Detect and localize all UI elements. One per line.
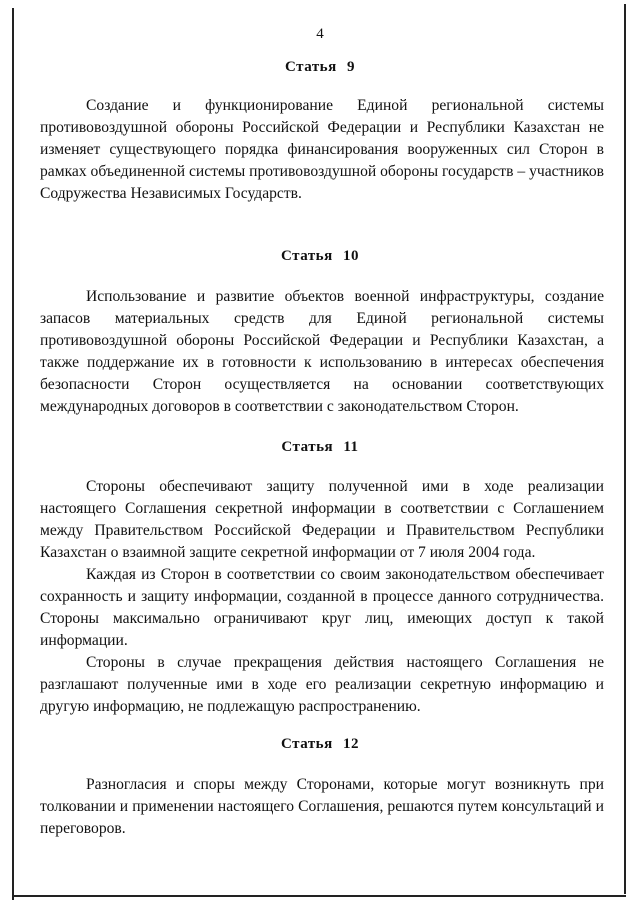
article-11-title: Статья 11 [281, 439, 359, 455]
article-12-paragraph-1: Разногласия и споры между Сторонами, которые могут возникнуть при толковании и применении настоящего Соглашения, решаются путем консультаций и переговоров. [40, 776, 604, 837]
article-10-paragraph-1: Использование и развитие объектов военной инфраструктуры, создание запасов материальных средств для Единой региональной системы противовоздушной обороны Российской Федерации и Республики Казахстан, а также поддержание их в готовности к использованию в интересах обеспечения безопасности Сторон осуществляется на основании соответствующих международных договоров в соответствии с законодательством Сторон. [40, 288, 604, 415]
article-11-paragraph-2: Каждая из Сторон в соответствии со своим законодательством обеспечивает сохранность и защиту информации, созданной в процессе данного сотрудничества. Стороны максимально ограничивают круг лиц, имеющих доступ к такой информации. [40, 566, 604, 649]
article-10-title: Статья 10 [281, 248, 359, 264]
article-9-paragraph-1: Создание и функционирование Единой региональной системы противовоздушной обороны Российской Федерации и Республики Казахстан не изменяет существующего порядка финансирования вооруженных сил Сторон в рамках объединенной системы противовоздушной обороны государств – участников Содружества Независимых Государств. [40, 97, 604, 202]
article-11-paragraph-1: Стороны обеспечивают защиту полученной ими в ходе реализации настоящего Соглашения секретной информации в соответствии с Соглашением между Правительством Российской Федерации и Правительством Республики Казахстан о взаимной защите секретной информации от 7 июля 2004 года. [40, 478, 604, 561]
article-9-title: Статья 9 [285, 59, 355, 75]
page-border-bottom [12, 895, 626, 897]
page-number: 4 [316, 26, 324, 42]
article-12-title: Статья 12 [281, 736, 359, 752]
article-11-paragraph-3: Стороны в случае прекращения действия настоящего Соглашения не разглашают полученные ими в ходе его реализации секретную информацию и другую информацию, не подлежащую распространению. [40, 654, 604, 715]
